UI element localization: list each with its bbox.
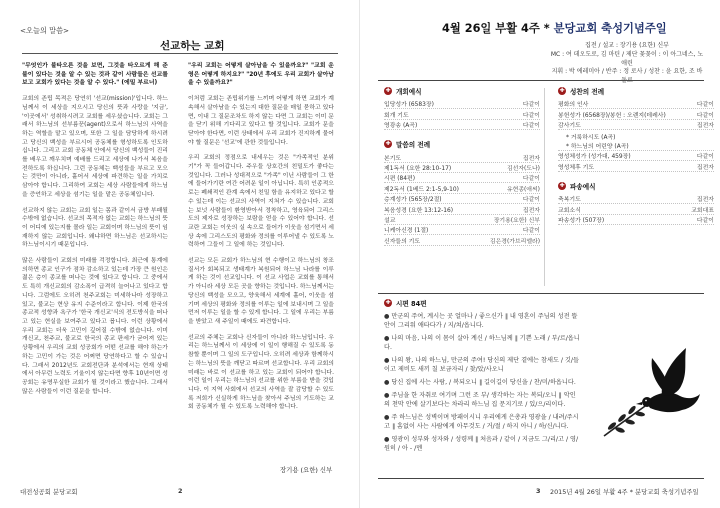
order-row <box>384 173 540 183</box>
order-row <box>558 99 714 109</box>
section-heading <box>384 86 540 96</box>
sermon-paragraph: 선교는 모든 교회가 하느님의 현 수행이고 하느님의 창조질서가 회복되고 생태계가 복원되어 하느님 나라를 이루게 하는 것이 선교입니다. 이 선교 사업은 교회를 통해서가 아니라 세상 모든 곳을 향하는 것입니다. 하느님께서는 당신의 백성을 모으고, 양육해서 세계에 흩어, 이웃을 섬기며 세상의 평화와 정의를 이루는 일에 보내시며 그 일을 먼저 이루는 일을 할 수 있게 합니다. 그 일에 우리는 부름을 받았고 새 주일이 때에도 파견합니다. <box>188 258 334 325</box>
order-item: 평화의 인사 <box>558 102 589 109</box>
sermon-paragraph: 이처럼 교회는 존립위기를 느끼며 어떻게 하면 교회가 계속해서 살아남을 수 있는지 대한 질문을 매일 묻하고 있다면, 이내 그 질문조차도 하지 않는 다면 그 교회는 이미 문을 닫기 위해 기다리고 있다고 할 것입니다. 교회가 문을 닫아야 한다면, 이런 상태에서 우리 교회가 진지하게 물어야 할 질문은 '선교'에 관한 것들입니다. <box>188 96 334 146</box>
order-item: 니케아신경 (1절) <box>384 228 429 235</box>
psalm-verse: ● 영광이 성부와 성자와 / 성령께 ∥ 처음과 / 같이 / 지금도 그/리/고 / 영/ 원히 / 아 - /멘 <box>384 436 579 452</box>
order-row <box>558 151 714 161</box>
order-role: 집전자 <box>696 123 714 130</box>
psalm-heading <box>384 298 427 308</box>
order-item: * 하느님의 어린양 (A곡) <box>566 143 629 150</box>
footer-rule <box>378 478 704 479</box>
order-row <box>384 163 540 173</box>
order-item: 축복기도 <box>558 197 581 204</box>
psalm-verse: ● 만군의 주여, 계시는 곳 얼마나 / 좋으신가 ∥ 내 영혼이 주님의 성전 뜰 안이 그리워 애타다가 / 지/쳐/옵니다. <box>384 313 578 329</box>
order-column-left <box>384 84 540 246</box>
section-title: 개회예식 <box>396 88 422 96</box>
psalm-verse: ● 주 하느님은 성벽이며 방패이시니 우리에게 은총과 영광을 / 내려/주시고 ∥ 흠없이 사는 사람에게 아무것도 / 거/절 / 하지 아니 / 하/신/니다. <box>384 414 579 430</box>
order-role: 다같이 <box>522 123 540 130</box>
psalm-lyrics <box>384 312 580 457</box>
order-row <box>558 130 714 140</box>
order-row <box>558 120 714 130</box>
right-page <box>360 0 720 508</box>
page-number: 2 <box>178 487 183 495</box>
section-heading <box>558 181 714 191</box>
order-top-rule <box>378 80 704 81</box>
order-row <box>384 120 540 130</box>
order-row <box>384 225 540 235</box>
credit-line: MC : 여 데오도로, 김 마틴 / 제단 꽃꽂이 : 이 아그네스, 노 애린 <box>550 50 704 67</box>
order-item: * 거룩하시도 (A곡) <box>566 134 616 141</box>
section-heading <box>558 86 714 96</box>
sermon-paragraph: 많은 사람들이 교회의 미래를 걱정합니다. 최근에 통계에 의하면 종교 인구가 점차 감소하고 있는데 가장 큰 원인은 젊은 층이 종교를 떠나는 것에 있다고 합니다. 그 중에서도 특히 개신교회의 감소폭이 급격히 늘어나고 있다고 합니다. 그럼에도 오히려 천주교회는 미세하나마 성장하고 있고, 불교는 현상 유지 수준이라고 합니다. 이제 한국의 종교적 성향과 욕구가 '한국 개신교'식의 전도방식을 떠나고 있는 현실을 보여주고 있다고 봅니다. 이런 상황에서 우리 교회는 더욱 고민이 깊어질 수밖에 없습니다. 이미 개신교, 천주교, 불교로 한국의 종교 판세가 굳어져 있는 상황에서 우리의 교회 성공회가 어떤 선교를 해야 하는가 하는 고민이 가는 것은 어쩌면 당연하다고 할 수 있습니다. 그래서 2012년도 교회전단과 분석에서는 현재 상태에서 아무런 노력도 기울이지 않는다면 향후 10년이면 성공회는 유명무실한 교회가 될 것이라고 했습니다. 그래서 많은 사람들이 이런 질문을 합니다. <box>22 258 168 395</box>
order-role: 집전자 <box>522 155 540 162</box>
order-role: 집전자 <box>696 197 714 204</box>
footer-service-name: 2015년 4월 26일 부활 4주 * 분당교회 축성기념주일 <box>550 488 699 496</box>
cross-icon: ✚ <box>385 87 391 94</box>
order-item: 시편 (84편) <box>384 176 416 183</box>
order-role: 장기용(요한) 신부 <box>493 217 540 224</box>
order-item: 회개 기도 <box>384 112 409 119</box>
order-role: 다같이 <box>522 228 540 235</box>
service-title <box>442 20 667 36</box>
order-row <box>558 204 714 214</box>
order-role: 집전자 <box>696 164 714 171</box>
order-item: 설교 <box>384 217 396 224</box>
order-role: 다같이 <box>696 112 714 119</box>
order-item: 제1독서 (요한 28:10-17) <box>384 165 452 172</box>
preacher-signature: 장기용 (요한) 신부 <box>280 466 333 474</box>
psalm-verse: ● 나의 왕, 나의 하느님, 만군의 주여! 당신의 제단 곁에는 참새도 / 깃/들이고 제비도 새끼 칠 보금자리 / 찾/았/사오니 <box>384 357 579 373</box>
order-item: 영성체후 기도 <box>558 164 595 171</box>
order-role: 다같이 <box>696 102 714 109</box>
order-row <box>558 161 714 171</box>
order-role: 교회대표 <box>691 207 714 214</box>
order-row <box>384 235 540 245</box>
psalm-verse: ● 당신 집에 사는 사람, / 복되오니 ∥ 길이길이 당신을 / 찬/미/하옵니다. <box>384 379 576 386</box>
order-column-right <box>558 84 714 225</box>
order-item: 감사기도 <box>558 123 581 130</box>
question-quote: "우리 교회는 어떻게 살아남을 수 있을까요?" "교회 운영은 어떻게 하지요?" "20년 후에도 우리 교회가 살아남을 수 있을까요?" <box>188 63 334 87</box>
order-role: 다같이 <box>522 102 540 109</box>
hymn-top-rule <box>378 293 704 294</box>
order-column-divider <box>544 88 545 286</box>
order-role: 다같이 <box>522 112 540 119</box>
order-row <box>558 215 714 225</box>
order-row <box>384 183 540 193</box>
psalm-verse: ● 주님을 한 자취로 여기며 그런 조 부/ 생각하는 자는 복되/오니 ∥ 악인의 천막 안에 살기보다는 차라리 하느님 집 문지기로 / 있/으/리이다. <box>384 392 576 408</box>
order-role: 유현종(애씨) <box>506 186 540 193</box>
order-item: 제2독서 (1베드 2:1-5,9-10) <box>384 186 459 193</box>
order-item: 영성체성가 (성가대, 459장) <box>558 154 631 161</box>
section-title: 성찬의 전례 <box>570 88 605 96</box>
order-role: 집전자 <box>522 207 540 214</box>
order-row <box>558 141 714 151</box>
order-row <box>384 152 540 162</box>
order-item: 신자들의 기도 <box>384 238 421 245</box>
order-role: 다같이 <box>696 217 714 224</box>
order-role: 다같이 <box>696 154 714 161</box>
order-item: 본기도 <box>384 155 402 162</box>
page-number: 3 <box>536 487 541 495</box>
order-item: 복음성경 (요한 13:12-16) <box>384 207 454 214</box>
cross-icon: ✚ <box>385 140 391 148</box>
sermon-paragraph: 선교의 주체는 교회나 신자들이 아니라 하느님입니다. 우리는 하느님께서 이 세상에 이 일이 행해질 수 있도록 동참할 뿐이며 그 일의 도구입니다. 오히려 세상과 함께하시는 하느님의 뜻을 깨닫고 따르며 선교합니다. 우리 교회의 미래는 바로 이 선교를 하고 있는 교회이 되어야 합니다. 이런 일이 우리는 하느님의 선교를 위한 부름을 받을 것입니다. 이 지역 사회에서 선교의 사역을 잘 감당할 수 있도록 저희가 신실하게 하느님을 찾아서 주님의 기도하는 교회 공동체가 될 수 있도록 노력해야 합니다. <box>188 334 334 411</box>
order-item: 교회소식 <box>558 207 581 214</box>
cross-icon: ✚ <box>559 87 565 94</box>
dove-illustration <box>600 344 704 440</box>
order-row <box>558 194 714 204</box>
section-heading <box>384 139 540 149</box>
service-title-name: 분당교회 축성기념주일 <box>553 22 667 35</box>
order-row <box>384 204 540 214</box>
psalm-title: 시편 84편 <box>396 300 427 308</box>
order-item: 입당성가 (6583장) <box>384 102 434 109</box>
credit-line: 지휘 : 박 에레미아 / 반주 : 정 로사 / 성찬 : 윤 요한, 조 바 <box>551 68 703 76</box>
order-item: 파송성가 (507장) <box>558 217 605 224</box>
order-item: 봉헌성가 (6568장)/봉헌 : 오렌지(데레사) <box>558 112 666 119</box>
sermon-paragraph: 선교하지 않는 교회는 교회 일는 몸과 같이서 금방 부패될 수밖에 없습니다. 선교의 목적자 없는 교회는 하느님의 뜻이 어디에 있는지를 몰라 일는 교회이며 하느님의 뜻이 임재하지 않는 교회입니다. 왜냐하면 하느님은 선교하시는 하느님이시기 때문입니다. <box>22 207 168 249</box>
order-row <box>384 99 540 109</box>
order-row <box>558 109 714 119</box>
order-role: 다같이 <box>522 176 540 183</box>
order-role: 김선자(도나) <box>506 165 540 172</box>
order-role: 다같이 <box>522 197 540 204</box>
section-title: 파송예식 <box>570 182 596 191</box>
sermon-paragraph: 교회의 존립 목적은 당연히 '선교(mission)'입니다. 하느님께서 이 세상을 지으시고 당신의 뜻과 사랑을 '지금', '이곳에서' 성취하시려고 교회를 세우셨습니다. 교회는 그래서 하느님의 선부름꾼(agent)으로서 하느님의 사역을 하는 역할을 맡고 있으며, 또한 그 일을 담당하게 하시려고 당신의 백성을 부르시어 공동체를 형성하도록 인도하십니다. 그리고 교회 공동체 안에서 당신의 백성들이 진리를 배우고 깨우치며 예배를 드리고 세상에 나가서 복음을 전하도록 하십니다. 그런 공동체는 백성들을 부르고 모으는 것만이 아니라, 흩어서 세상에 파견하는 일을 가치로 삼아야 합니다. 그리하여 교회는 세상 사람들에게 하느님을 증언하고 세상을 섬기는 일을 맡은 공동체입니다. <box>22 96 168 198</box>
cross-icon: ✚ <box>559 181 565 189</box>
sermon-column-2 <box>188 62 334 419</box>
psalm-verse: ● 나의 마음, 나의 이 몸이 살아 계신 / 하느님께 ∥ 기쁜 노래 / 부/르/옵니다. <box>384 335 580 351</box>
sermon-paragraph: 우리 교회의 정점으로 내세우는 것은 "가족적인 분위기"가 꼭 들어갑니다. 주우들 상호간의 친밀도가 좋다는 것입니다. 그러나 성대적으로 "가족" 이닌 사람들이 그 한에 들어가기란 여간 어려운 일이 아닙니다. 특히 인종적으로는 폐쇄적인 관계 속에서 친밀 함을 유지하고 있다고 할 수 있는데 이는 선교의 사역이 지쳐가 수 있습니다. 교회는 보넛 사람들이 환영받아서 정착하고, 영육되어 그리스도의 제자로 성장하는 보람을 얻을 수 있어야 합니다. 선교란 교회는 이웃의 실 속으로 들어가 이웃을 섬기면서 세상 속에 그리스도의 평화와 정의를 이루어낼 수 있도록 노력하여 그들이 그 일에 하는 것입니다. <box>188 155 334 249</box>
section-tag: <오늘의 말씀> <box>20 26 70 35</box>
order-item: 영광송 (A곡) <box>384 123 418 130</box>
service-title-date: 4월 26일 부활 4주 * <box>442 22 554 35</box>
footer-church-name: 대전성공회 분당교회 <box>20 488 78 496</box>
sermon-title: 선교하는 교회 <box>160 40 225 52</box>
cross-icon: ✚ <box>385 299 391 306</box>
order-row <box>384 215 540 225</box>
section-title: 말씀의 전례 <box>396 141 431 150</box>
opening-quote: "무엇인가 불타오른 것을 보면, 그것을 타오르게 해 준 불이 있다는 것을 알 수 있는 것과 같이 사람들은 선교를 보고 교회가 있다는 것을 알 수 있다." (에밀 부르너) <box>22 63 168 87</box>
order-role: 김은경(가브리엘라) <box>489 238 540 245</box>
title-divider <box>22 53 338 54</box>
sermon-column-1 <box>22 62 168 403</box>
order-row <box>384 194 540 204</box>
order-item: 층계성가 (565장/2절) <box>384 197 442 204</box>
order-row <box>384 109 540 119</box>
credit-line: 집전 / 설교 : 장기용 (요한) 신부 <box>585 42 669 49</box>
